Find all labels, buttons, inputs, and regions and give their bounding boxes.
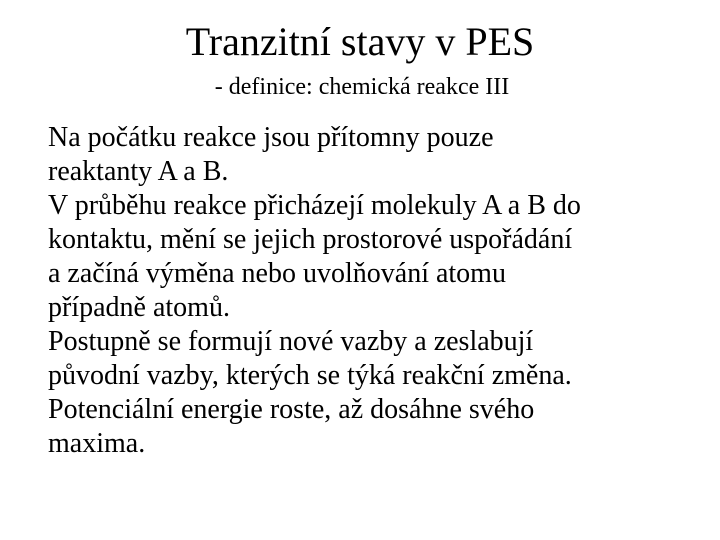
slide-title: Tranzitní stavy v PES <box>185 19 535 64</box>
paragraph-3 <box>48 325 708 461</box>
paragraph-line: Na počátku reakce jsou přítomny pouze <box>48 122 494 153</box>
paragraph-line: případně atomů. <box>48 292 230 323</box>
paragraph-line: maxima. <box>48 428 146 459</box>
paragraph-line: původní vazby, kterých se týká reakční změna. <box>48 360 572 391</box>
paragraph-line: a začíná výměna nebo uvolňování atomu <box>48 258 506 289</box>
paragraph-line: reaktanty A a B. <box>48 156 229 187</box>
paragraph-line: kontaktu, mění se jejich prostorové uspořádání <box>48 224 573 255</box>
paragraph-1 <box>48 121 708 189</box>
slide-subtitle-text: - definice: chemická reakce III <box>214 74 510 100</box>
paragraph-2 <box>48 189 708 325</box>
slide-body <box>48 121 708 461</box>
paragraph-line: Potenciální energie roste, až dosáhne svého <box>48 394 535 425</box>
slide-subtitle <box>0 70 720 104</box>
paragraph-line: V průběhu reakce přicházejí molekuly A a B do <box>48 190 581 221</box>
paragraph-line: Postupně se formují nové vazby a zeslabují <box>48 326 534 357</box>
